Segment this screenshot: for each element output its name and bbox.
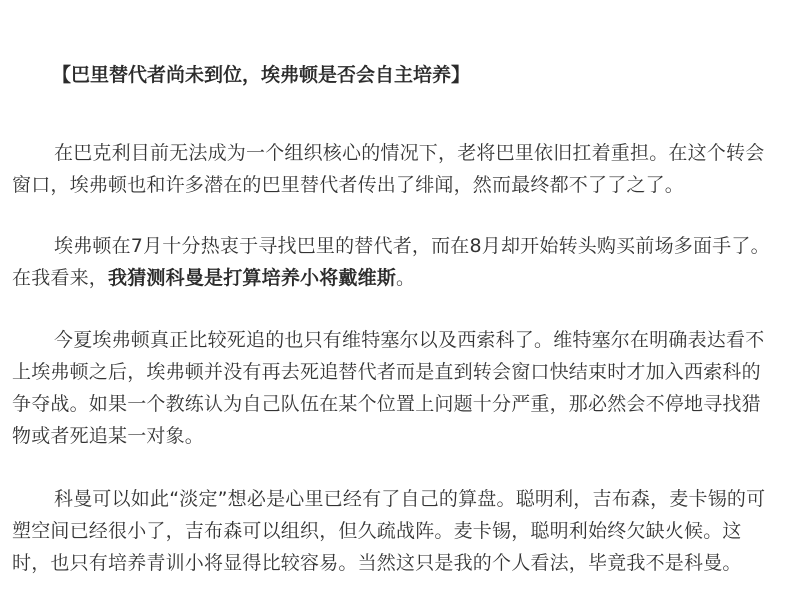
paragraph-1: 在巴克利目前无法成为一个组织核心的情况下，老将巴里依旧扛着重担。在这个转会窗口，埃弗顿也和许多潜在的巴里替代者传出了绯闻，然而最终都不了了之了。 [12,142,765,196]
paragraph-2-text-end: 。 [396,267,416,289]
paragraph-2-text: 埃弗顿在7月十分热衷于寻找巴里的替代者，而在8月却开始转头购买前场多面手了。在我看来， [12,235,770,289]
paragraph-3: 今夏埃弗顿真正比较死追的也只有维特塞尔以及西索科了。维特塞尔在明确表达看不上埃弗顿之后，埃弗顿并没有再去死追替代者而是直到转会窗口快结束时才加入西索科的争夺战。如果一个教练认为自己队伍在某个位置上问题十分严重，那必然会不停地寻找猎物或者死追某一对象。 [12,329,765,447]
paragraph-2-bold-text: 我猜测科曼是打算培养小将戴维斯 [108,267,397,289]
article-heading: 【巴里替代者尚未到位，埃弗顿是否会自主培养】 [52,64,471,86]
paragraph-2 [12,230,778,294]
paragraph-4: 科曼可以如此“淡定”想必是心里已经有了自己的算盘。聪明利，吉布森，麦卡锡的可塑空间已经很小了，吉布森可以组织，但久疏战阵。麦卡锡，聪明利始终欠缺火候。这时，也只有培养青训小将显得比较容易。当然这只是我的个人看法，毕竟我不是科曼。 [12,488,766,574]
